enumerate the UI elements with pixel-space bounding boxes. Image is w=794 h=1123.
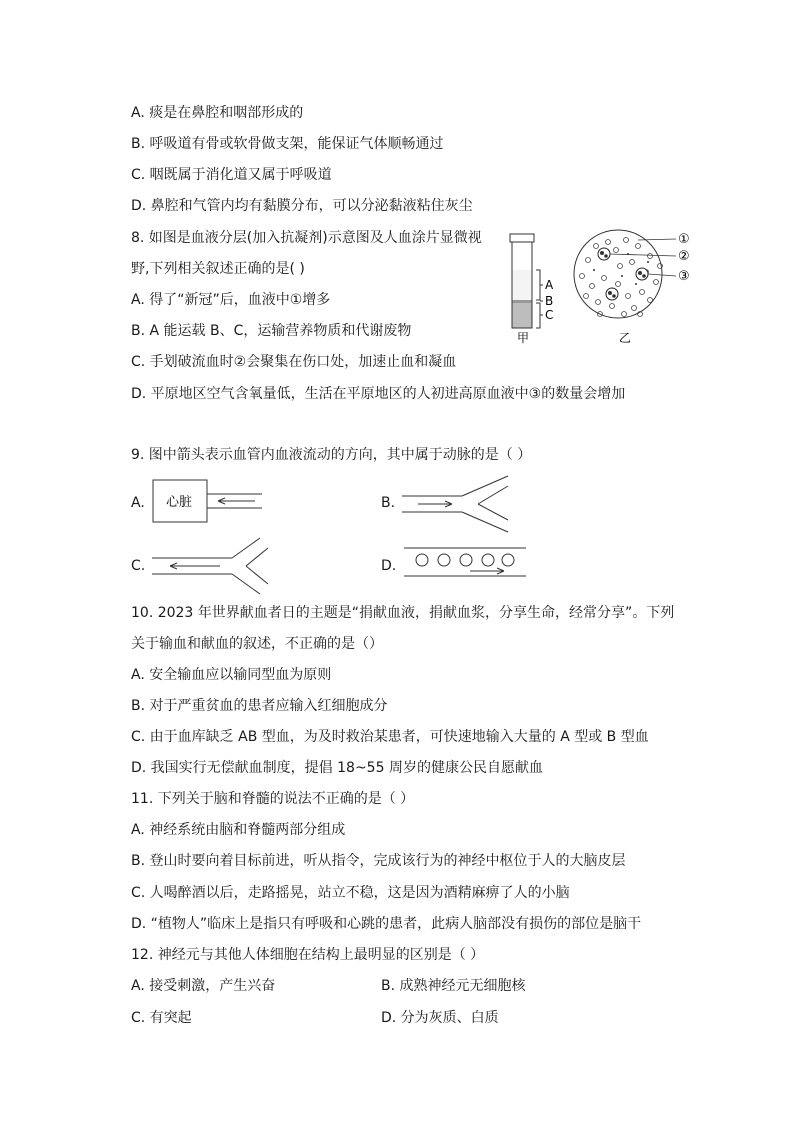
q9-option-c-label: C. [131,558,146,574]
blood-smear-figure [574,230,690,345]
label-3: ③ [678,269,690,284]
test-tube-figure [510,234,554,345]
q7-option-d: D. 鼻腔和气管内均有黏膜分布，可以分泌黏液粘住灰尘 [131,198,473,214]
buffy-coat-layer [512,300,532,303]
q9-option-b-label: B. [381,495,396,511]
q12-option-c: C. 有突起 [131,1010,192,1026]
q11-option-c: C. 人喝醉酒以后，走路摇晃，站立不稳，这是因为酒精麻痹了人的小脑 [131,885,570,901]
q9-figure-a [150,477,270,527]
q11-option-a: A. 神经系统由脑和脊髓两部分组成 [131,822,346,838]
q12-option-d: D. 分为灰质、白质 [381,1010,499,1026]
plasma-layer [512,270,532,300]
q7-option-a: A. 痰是在鼻腔和咽部形成的 [131,105,304,121]
layer-a-label: A [545,278,554,292]
q8-option-d: D. 平原地区空气含氧量低，生活在平原地区的人初进高原血液中③的数量会增加 [131,386,626,402]
red-cell-layer [512,303,532,328]
q8-stem-line1: 8. 如图是血液分层(加入抗凝剂)示意图及人血涂片显微视 [131,230,482,246]
q9-figure-b [400,474,530,534]
q10-stem-line1: 10. 2023 年世界献血者日的主题是“捐献血液，捐献血浆，分享生命，经常分享”。下列 [131,605,675,621]
q11-option-d: D. “植物人”临床上是指只有呼吸和心跳的患者，此病人脑部没有损伤的部位是脑干 [131,916,642,932]
q12-option-b: B. 成熟神经元无细胞核 [381,978,526,994]
q12-option-a: A. 接受刺激，产生兴奋 [131,978,276,994]
q10-option-c: C. 由于血库缺乏 AB 型血，为及时救治某患者，可快速地输入大量的 A 型或 B 型血 [131,729,649,745]
layer-c-label: C [545,308,554,322]
q10-stem-line2: 关于输血和献血的叙述，不正确的是（） [131,636,383,652]
q9-figure-d [400,542,530,582]
q10-option-d: D. 我国实行无偿献血制度，提倡 18~55 周岁的健康公民自愿献血 [131,760,543,776]
q12-stem: 12. 神经元与其他人体细胞在结构上最明显的区别是（ ） [131,947,485,963]
q9-stem: 9. 图中箭头表示血管内血液流动的方向，其中属于动脉的是（ ） [131,447,532,463]
heart-label: 心脏 [166,495,193,510]
q9-option-a-label: A. [131,495,145,511]
q11-option-b: B. 登山时要向着目标前进，听从指令，完成该行为的神经中枢位于人的大脑皮层 [131,853,626,869]
label-1: ① [678,232,690,247]
q10-option-a: A. 安全输血应以输同型血为原则 [131,667,332,683]
q10-option-b: B. 对于严重贫血的患者应输入红细胞成分 [131,698,388,714]
q9-figure-c [150,536,280,596]
yi-label: 乙 [619,331,632,345]
q8-option-a: A. 得了“新冠”后，血液中①增多 [131,292,331,308]
layer-b-label: B [545,294,554,308]
q7-option-b: B. 呼吸道有骨或软骨做支架，能保证气体顺畅通过 [131,136,444,152]
q8-figure [500,226,710,346]
q11-stem: 11. 下列关于脑和脊髓的说法不正确的是（ ） [131,791,415,807]
label-2: ② [678,249,690,264]
q8-stem-line2: 野,下列相关叙述正确的是( ) [131,261,305,277]
q8-option-b: B. A 能运载 B、C，运输营养物质和代谢废物 [131,323,412,339]
q7-option-c: C. 咽既属于消化道又属于呼吸道 [131,167,332,183]
q9-option-d-label: D. [381,558,397,574]
jia-label: 甲 [517,331,530,345]
q8-option-c: C. 手划破流血时②会聚集在伤口处，加速止血和凝血 [131,354,457,370]
